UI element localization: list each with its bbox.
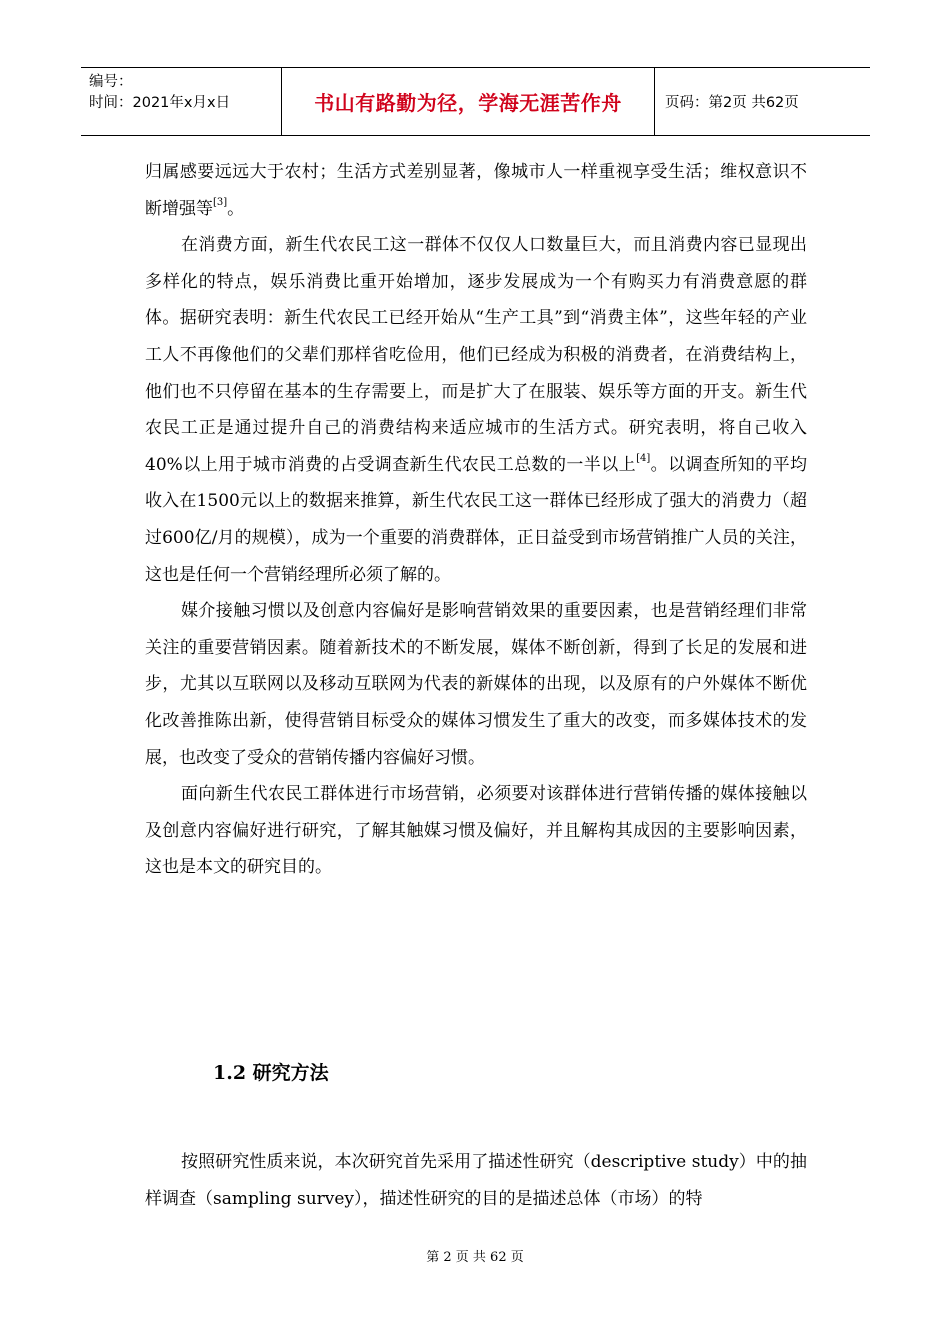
header-table (81, 67, 870, 136)
paragraph-1-text: 归属感要远远大于农村；生活方式差别显著，像城市人一样重视享受生活；维权意识不断增强等 (145, 162, 807, 219)
reference-3: [3] (213, 196, 228, 208)
paragraph-2-text-b: 。以调查所知的平均收入在1500元以上的数据来推算，新生代农民工这一群体已经形成了强大的消费力（超过600亿/月的规模），成为一个重要的消费群体，正日益受到市场营销推广人员的关注，这也是任何一个营销经理所必须了解的。 (145, 454, 807, 585)
header-meta (81, 68, 281, 135)
paragraph-5: 按照研究性质来说，本次研究首先采用了描述性研究（descriptive study）中的抽样调查（sampling survey），描述性研究的目的是描述总体（市场）的特 (145, 1152, 807, 1209)
time-label: 时间：2021年x月x日 (89, 95, 231, 111)
paragraph-2 (145, 227, 807, 593)
paragraph-4: 面向新生代农民工群体进行市场营销，必须要对该群体进行营销传播的媒体接触以及创意内容偏好进行研究，了解其触媒习惯及偏好，并且解构其成因的主要影响因素，这也是本文的研究目的。 (145, 784, 807, 878)
paragraph-1-end: 。 (227, 198, 245, 219)
body-text (145, 154, 807, 886)
motto: 书山有路勤为径，学海无涯苦作舟 (314, 91, 622, 115)
header-motto-cell (281, 68, 655, 135)
paragraph-2-text-a: 在消费方面，新生代农民工这一群体不仅仅人口数量巨大，而且消费内容已显现出多样化的特点，娱乐消费比重开始增加，逐步发展成为一个有购买力有消费意愿的群体。据研究表明：新生代农民工已经开始从“生产工具”到“消费主体”，这些年轻的产业工人不再像他们的父辈们那样省吃俭用，他们已经成为积极的消费者，在消费结构上，他们也不只停留在基本的生存需要上，而是扩大了在服装、娱乐等方面的开支。新生代农民工正是通过提升自己的消费结构来适应城市的生活方式。研究表明，将自己收入40%以上用于城市消费的占受调查新生代农民工总数的一半以上 (145, 235, 807, 475)
body-text-section-2 (145, 1144, 807, 1217)
reference-4: [4] (636, 453, 651, 465)
page-code: 页码：第2页 共62页 (665, 95, 799, 111)
paragraph-3: 媒介接触习惯以及创意内容偏好是影响营销效果的重要因素，也是营销经理们非常关注的重要营销因素。随着新技术的不断发展，媒体不断创新，得到了长足的发展和进步，尤其以互联网以及移动互联网为代表的新媒体的出现，以及原有的户外媒体不断优化改善推陈出新，使得营销目标受众的媒体习惯发生了重大的改变，而多媒体技术的发展，也改变了受众的营销传播内容偏好习惯。 (145, 601, 807, 768)
section-title: 1.2 研究方法 (213, 1062, 329, 1084)
header-page-code-cell (655, 68, 870, 135)
number-label: 编号： (89, 74, 133, 90)
paragraph-1 (145, 154, 807, 227)
page-footer: 第 2 页 共 62 页 (426, 1250, 524, 1265)
